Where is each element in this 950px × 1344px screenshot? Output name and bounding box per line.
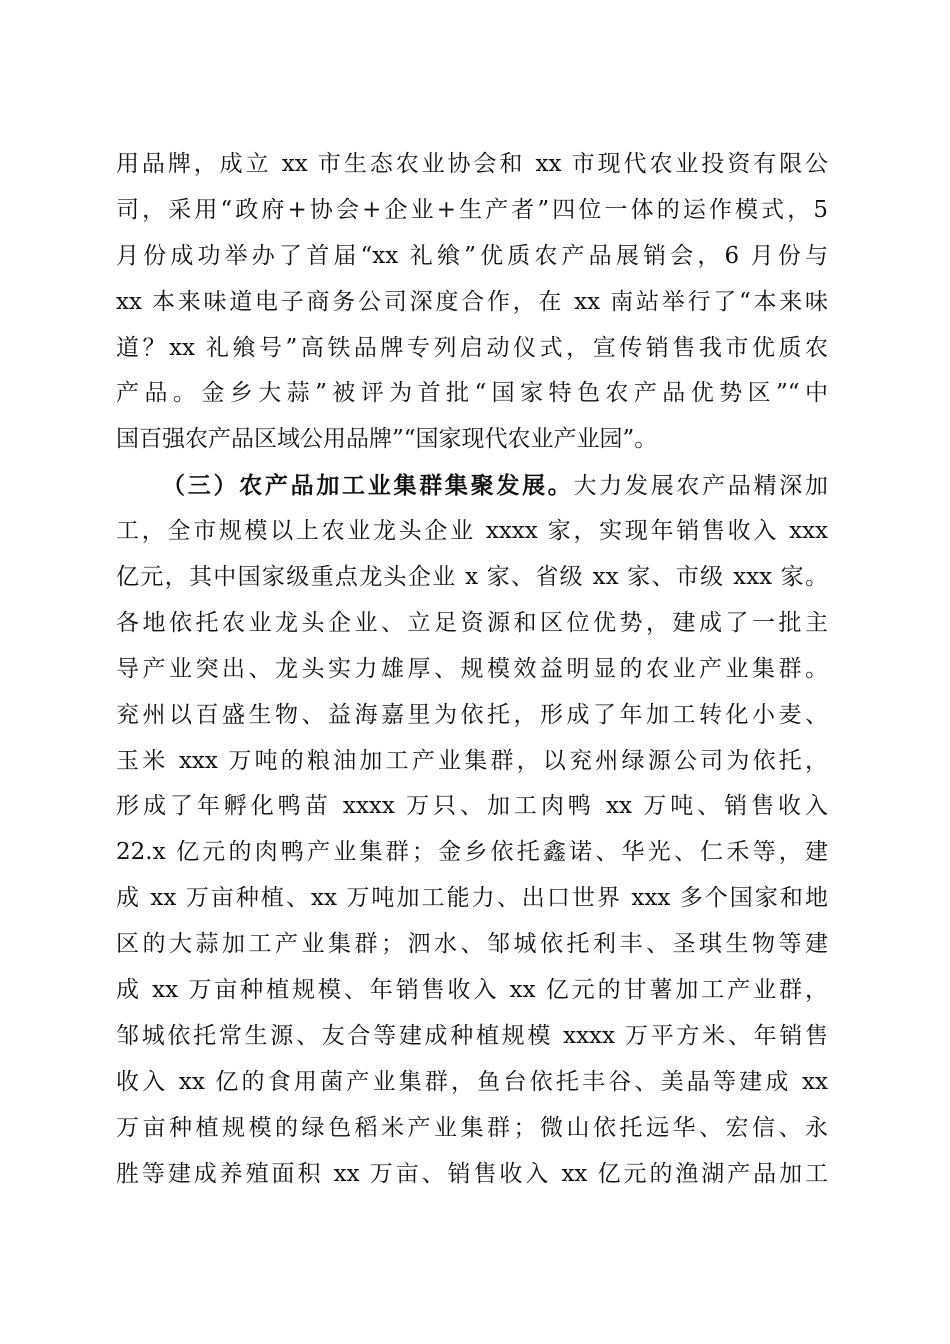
text-line: 成 xx 万亩种植规模、年销售收入 xx 亿元的甘薯加工产业群， [116, 977, 828, 1004]
text-line: 兖州以百盛生物、益海嘉里为依托，形成了年加工转化小麦、 [116, 701, 828, 728]
text-line: 国百强农产品区域公用品牌”“国家现代农业产业园”。 [116, 426, 658, 453]
text-line: 产品。金乡大蒜”被评为首批“国家特色农产品优势区”“中 [116, 380, 828, 407]
text-line: 邹城依托常生源、友合等建成种植规模 xxxx 万平方米、年销售 [116, 1022, 828, 1049]
text-line: 胜等建成养殖面积 xx 万亩、销售收入 xx 亿元的渔湖产品加工 [116, 1160, 828, 1187]
text-line: 用品牌，成立 xx 市生态农业协会和 xx 市现代农业投资有限公 [116, 151, 828, 177]
text-line: 形成了年孵化鸭苗 xxxx 万只、加工肉鸭 xx 万吨、销售收入 [116, 793, 828, 820]
text-line: 万亩种植规模的绿色稻米产业集群；微山依托远华、宏信、永 [116, 1114, 828, 1141]
text-line: 司，采用“政府+协会+企业+生产者”四位一体的运作模式，5 [116, 196, 828, 223]
text-line: 工，全市规模以上农业龙头企业 xxxx 家，实现年销售收入 xxx [116, 518, 828, 545]
text-line: 导产业突出、龙头实力雄厚、规模效益明显的农业产业集群。 [116, 655, 828, 682]
text-line: 玉米 xxx 万吨的粮油加工产业集群，以兖州绿源公司为依托， [116, 747, 828, 774]
text-line: 亿元，其中国家级重点龙头企业 x 家、省级 xx 家、市级 xxx 家。 [116, 564, 828, 591]
text-line: 22.x 亿元的肉鸭产业集群；金乡依托鑫诺、华光、仁禾等，建 [116, 839, 828, 866]
text-line: 收入 xx 亿的食用菌产业集群，鱼台依托丰谷、美晶等建成 xx [116, 1068, 828, 1095]
text-span: 大力发展农产品精深加 [573, 473, 828, 500]
section-heading-line [116, 463, 828, 509]
text-line: 道？xx 礼飨号”高铁品牌专列启动仪式，宣传销售我市优质农 [116, 334, 828, 361]
text-line: 成 xx 万亩种植、xx 万吨加工能力、出口世界 xxx 多个国家和地 [116, 885, 828, 912]
section-heading: （三）农产品加工业集群集聚发展。 [162, 472, 574, 500]
text-line: xx 本来味道电子商务公司深度合作，在 xx 南站举行了“本来味 [116, 288, 828, 315]
text-line: 区的大蒜加工产业集群；泗水、邹城依托利丰、圣琪生物等建 [116, 931, 828, 958]
document-body [116, 142, 828, 1197]
text-line: 各地依托农业龙头企业、立足资源和区位优势，建成了一批主 [116, 609, 828, 636]
text-line: 月份成功举办了首届“xx 礼飨”优质农产品展销会，6 月份与 [116, 242, 828, 269]
